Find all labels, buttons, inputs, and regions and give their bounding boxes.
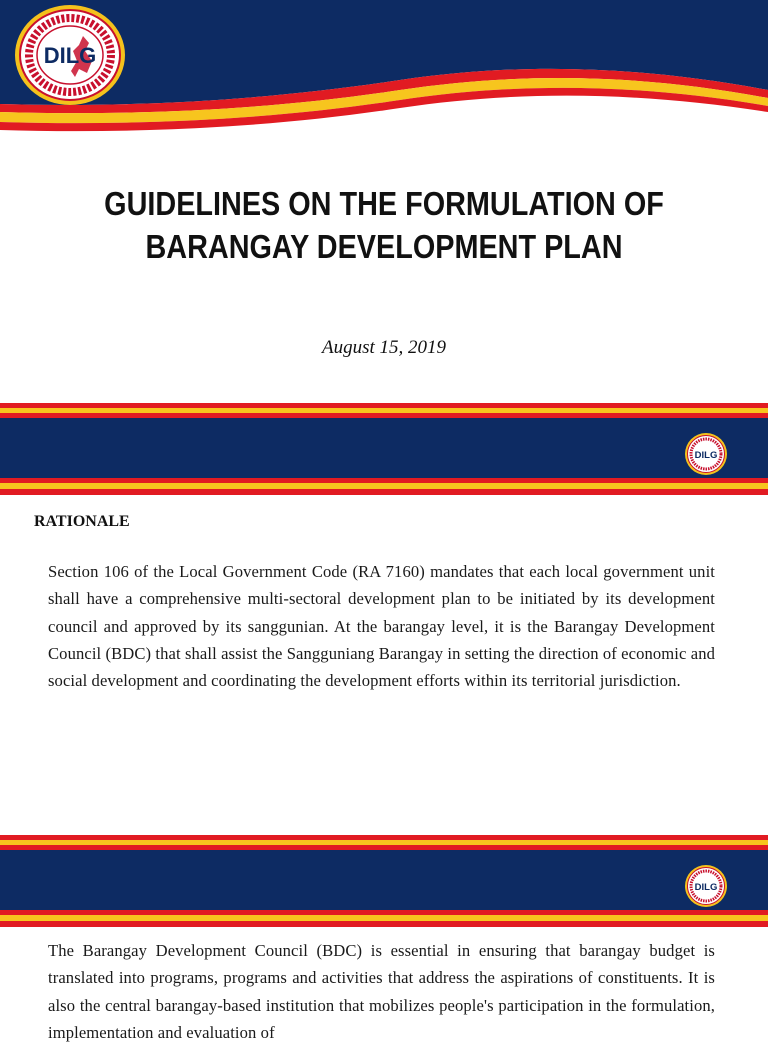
- dilg-seal-icon: [684, 864, 728, 908]
- banner-stripe: [0, 921, 768, 927]
- bdc-paragraph: The Barangay Development Council (BDC) is essential in ensuring that barangay budget is translated into programs, programs and activities that address the aspirations of constituents. It is also the central barangay-based institution that mobilizes people's participation in the formulation, implementation and evaluation of: [48, 941, 715, 1042]
- title-line-1: GUIDELINES ON THE FORMULATION OF: [104, 186, 664, 223]
- slide-banner: [0, 835, 768, 931]
- logo-text: DILG: [694, 450, 718, 461]
- title-line-2: BARANGAY DEVELOPMENT PLAN: [145, 229, 623, 266]
- title-slide: [0, 0, 768, 403]
- rationale-slide: [0, 403, 768, 835]
- logo-text: DILG: [694, 882, 718, 893]
- dilg-seal-icon: [684, 432, 728, 476]
- logo-text: DILG: [43, 43, 97, 68]
- slide-banner: [0, 403, 768, 499]
- rationale-paragraph: Section 106 of the Local Government Code (RA 7160) mandates that each local government unit shall have a comprehensive multi-sectoral development plan to be initiated by its development council and approved by its sanggunian. At the barangay level, it is the Barangay Development Council (BDC) that shall assist the Sangguniang Barangay in setting the direction of economic and social development and coordinating the development efforts within its territorial jurisdiction.: [48, 562, 715, 691]
- dilg-seal-icon: [13, 3, 127, 107]
- bdc-slide: [0, 835, 768, 1042]
- section-heading: RATIONALE: [34, 513, 130, 530]
- page-title: [54, 183, 714, 269]
- presentation-date: August 15, 2019: [321, 337, 447, 358]
- banner-band: [0, 850, 768, 910]
- banner-band: [0, 418, 768, 478]
- banner-stripe: [0, 489, 768, 495]
